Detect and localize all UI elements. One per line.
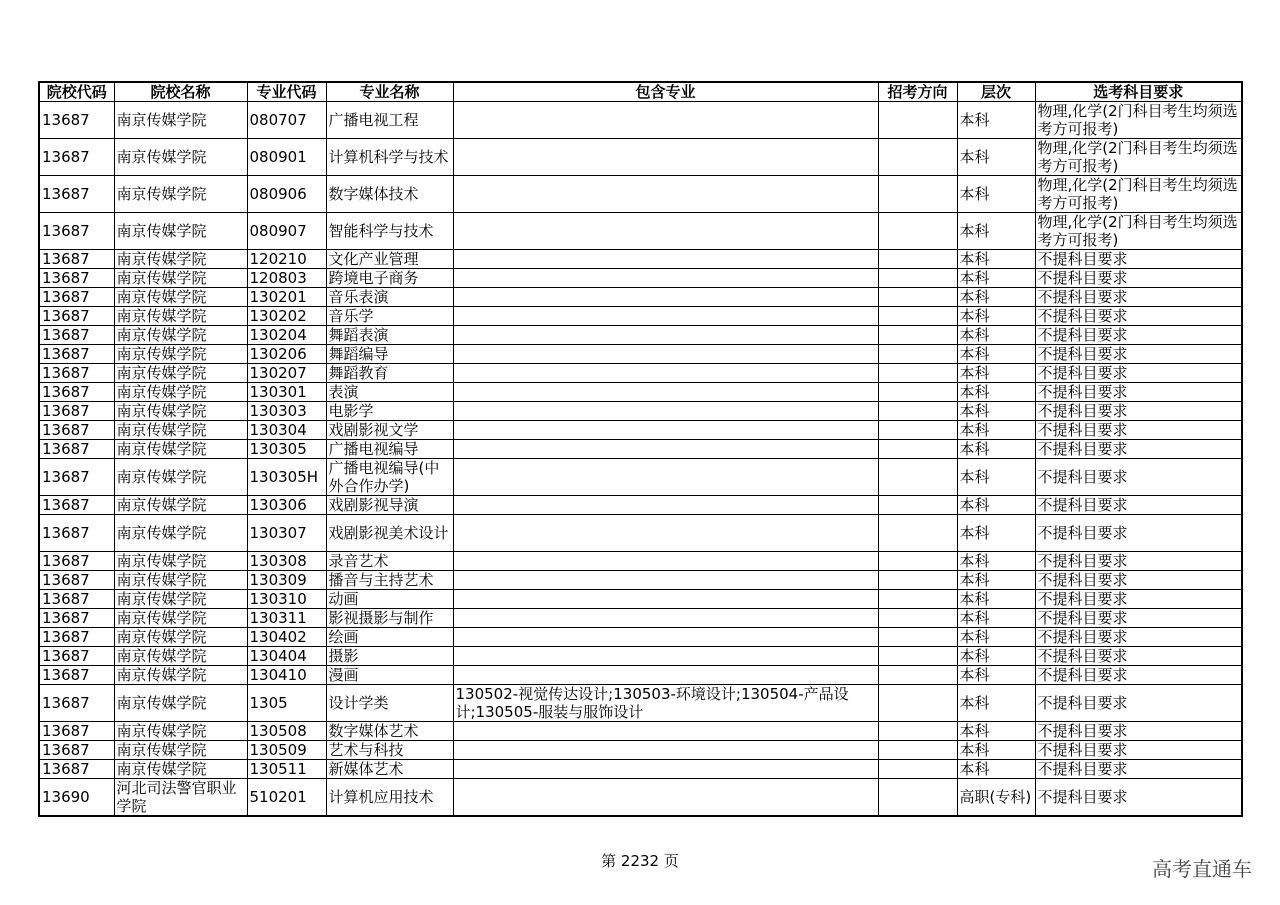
- cell-direction: [878, 552, 957, 571]
- cell-school-code: 13687: [39, 440, 114, 459]
- cell-subject-requirement: 不提科目要求: [1035, 628, 1242, 647]
- cell-included-majors: [453, 288, 878, 307]
- cell-major-name: 戏剧影视美术设计: [326, 515, 453, 552]
- cell-subject-requirement: 不提科目要求: [1035, 307, 1242, 326]
- cell-level: 本科: [957, 741, 1035, 760]
- table-row: [39, 647, 1242, 666]
- cell-major-name: 数字媒体技术: [326, 176, 453, 213]
- cell-subject-requirement: 不提科目要求: [1035, 326, 1242, 345]
- header-row: [39, 82, 1242, 102]
- cell-school-code: 13687: [39, 421, 114, 440]
- cell-included-majors: [453, 609, 878, 628]
- cell-subject-requirement: 不提科目要求: [1035, 760, 1242, 779]
- cell-school-name: 南京传媒学院: [114, 345, 247, 364]
- cell-direction: [878, 628, 957, 647]
- cell-direction: [878, 779, 957, 817]
- cell-included-majors: [453, 647, 878, 666]
- cell-subject-requirement: 不提科目要求: [1035, 571, 1242, 590]
- table-row: [39, 722, 1242, 741]
- cell-major-name: 摄影: [326, 647, 453, 666]
- cell-direction: [878, 383, 957, 402]
- table-row: [39, 250, 1242, 269]
- cell-school-code: 13687: [39, 571, 114, 590]
- cell-school-code: 13687: [39, 647, 114, 666]
- cell-direction: [878, 760, 957, 779]
- cell-school-name: 南京传媒学院: [114, 440, 247, 459]
- cell-level: 本科: [957, 685, 1035, 722]
- cell-major-code: 130304: [247, 421, 326, 440]
- cell-school-name: 南京传媒学院: [114, 515, 247, 552]
- cell-direction: [878, 326, 957, 345]
- cell-school-name: 南京传媒学院: [114, 307, 247, 326]
- cell-school-code: 13687: [39, 307, 114, 326]
- cell-included-majors: [453, 345, 878, 364]
- cell-school-name: 南京传媒学院: [114, 722, 247, 741]
- table-row: [39, 176, 1242, 213]
- cell-subject-requirement: 不提科目要求: [1035, 364, 1242, 383]
- cell-school-name: 南京传媒学院: [114, 571, 247, 590]
- cell-direction: [878, 496, 957, 515]
- cell-level: 本科: [957, 288, 1035, 307]
- cell-major-name: 广播电视工程: [326, 102, 453, 139]
- table-row: [39, 515, 1242, 552]
- cell-major-code: 130311: [247, 609, 326, 628]
- cell-school-name: 南京传媒学院: [114, 609, 247, 628]
- cell-major-code: 130305: [247, 440, 326, 459]
- table-row: [39, 590, 1242, 609]
- cell-included-majors: [453, 269, 878, 288]
- cell-level: 本科: [957, 590, 1035, 609]
- cell-school-name: 南京传媒学院: [114, 213, 247, 250]
- cell-subject-requirement: 不提科目要求: [1035, 421, 1242, 440]
- header-direction: 招考方向: [878, 82, 957, 102]
- cell-subject-requirement: 不提科目要求: [1035, 741, 1242, 760]
- cell-level: 本科: [957, 250, 1035, 269]
- cell-subject-requirement: 不提科目要求: [1035, 288, 1242, 307]
- cell-school-code: 13687: [39, 459, 114, 496]
- cell-subject-requirement: 物理,化学(2门科目考生均须选考方可报考): [1035, 102, 1242, 139]
- cell-school-code: 13687: [39, 364, 114, 383]
- cell-included-majors: [453, 421, 878, 440]
- cell-level: 高职(专科): [957, 779, 1035, 817]
- cell-level: 本科: [957, 496, 1035, 515]
- cell-major-code: 080901: [247, 139, 326, 176]
- cell-major-code: 130511: [247, 760, 326, 779]
- cell-level: 本科: [957, 760, 1035, 779]
- cell-school-name: 南京传媒学院: [114, 590, 247, 609]
- cell-major-code: 080907: [247, 213, 326, 250]
- cell-major-code: 130207: [247, 364, 326, 383]
- table-row: [39, 213, 1242, 250]
- cell-major-name: 设计学类: [326, 685, 453, 722]
- cell-major-name: 录音艺术: [326, 552, 453, 571]
- cell-major-name: 绘画: [326, 628, 453, 647]
- cell-subject-requirement: 不提科目要求: [1035, 647, 1242, 666]
- cell-school-name: 南京传媒学院: [114, 741, 247, 760]
- cell-level: 本科: [957, 402, 1035, 421]
- cell-major-name: 新媒体艺术: [326, 760, 453, 779]
- cell-level: 本科: [957, 722, 1035, 741]
- cell-included-majors: [453, 176, 878, 213]
- cell-level: 本科: [957, 383, 1035, 402]
- cell-direction: [878, 345, 957, 364]
- cell-major-code: 130204: [247, 326, 326, 345]
- cell-subject-requirement: 不提科目要求: [1035, 552, 1242, 571]
- cell-level: 本科: [957, 609, 1035, 628]
- cell-school-code: 13687: [39, 402, 114, 421]
- cell-level: 本科: [957, 307, 1035, 326]
- cell-subject-requirement: 不提科目要求: [1035, 666, 1242, 685]
- cell-subject-requirement: 不提科目要求: [1035, 722, 1242, 741]
- header-major-code: 专业代码: [247, 82, 326, 102]
- cell-included-majors: [453, 515, 878, 552]
- cell-level: 本科: [957, 364, 1035, 383]
- table-row: [39, 383, 1242, 402]
- cell-included-majors: [453, 459, 878, 496]
- cell-school-name: 南京传媒学院: [114, 364, 247, 383]
- cell-school-name: 南京传媒学院: [114, 269, 247, 288]
- cell-included-majors: [453, 571, 878, 590]
- cell-direction: [878, 666, 957, 685]
- cell-major-name: 广播电视编导: [326, 440, 453, 459]
- table-row: [39, 345, 1242, 364]
- cell-subject-requirement: 不提科目要求: [1035, 345, 1242, 364]
- cell-level: 本科: [957, 345, 1035, 364]
- cell-direction: [878, 139, 957, 176]
- table-row: [39, 666, 1242, 685]
- cell-major-name: 播音与主持艺术: [326, 571, 453, 590]
- cell-subject-requirement: 不提科目要求: [1035, 609, 1242, 628]
- cell-major-name: 表演: [326, 383, 453, 402]
- cell-included-majors: [453, 139, 878, 176]
- cell-major-code: 130308: [247, 552, 326, 571]
- cell-major-name: 戏剧影视导演: [326, 496, 453, 515]
- cell-direction: [878, 515, 957, 552]
- cell-major-name: 广播电视编导(中外合作办学): [326, 459, 453, 496]
- cell-major-name: 舞蹈教育: [326, 364, 453, 383]
- admission-table: [38, 81, 1243, 817]
- cell-school-name: 南京传媒学院: [114, 288, 247, 307]
- cell-school-name: 南京传媒学院: [114, 552, 247, 571]
- table-body: [39, 102, 1242, 817]
- cell-subject-requirement: 不提科目要求: [1035, 685, 1242, 722]
- cell-school-code: 13687: [39, 628, 114, 647]
- cell-major-code: 130310: [247, 590, 326, 609]
- cell-school-name: 南京传媒学院: [114, 760, 247, 779]
- cell-direction: [878, 402, 957, 421]
- cell-school-code: 13687: [39, 741, 114, 760]
- cell-major-code: 130307: [247, 515, 326, 552]
- cell-direction: [878, 421, 957, 440]
- cell-direction: [878, 722, 957, 741]
- table-row: [39, 741, 1242, 760]
- cell-school-name: 南京传媒学院: [114, 176, 247, 213]
- cell-included-majors: [453, 440, 878, 459]
- cell-major-name: 计算机科学与技术: [326, 139, 453, 176]
- cell-school-code: 13690: [39, 779, 114, 817]
- cell-included-majors: [453, 326, 878, 345]
- cell-major-name: 动画: [326, 590, 453, 609]
- cell-direction: [878, 571, 957, 590]
- cell-school-code: 13687: [39, 760, 114, 779]
- cell-school-code: 13687: [39, 326, 114, 345]
- header-level: 层次: [957, 82, 1035, 102]
- cell-included-majors: [453, 383, 878, 402]
- header-school-code: 院校代码: [39, 82, 114, 102]
- cell-direction: [878, 102, 957, 139]
- cell-school-name: 南京传媒学院: [114, 459, 247, 496]
- cell-major-name: 智能科学与技术: [326, 213, 453, 250]
- table-row: [39, 364, 1242, 383]
- cell-included-majors: [453, 590, 878, 609]
- cell-included-majors: [453, 364, 878, 383]
- cell-school-name: 南京传媒学院: [114, 326, 247, 345]
- watermark-text: 高考直通车: [1152, 857, 1252, 881]
- cell-major-name: 舞蹈表演: [326, 326, 453, 345]
- cell-school-name: 南京传媒学院: [114, 647, 247, 666]
- cell-major-name: 计算机应用技术: [326, 779, 453, 817]
- cell-school-code: 13687: [39, 139, 114, 176]
- cell-included-majors: [453, 741, 878, 760]
- cell-direction: [878, 364, 957, 383]
- cell-included-majors: 130502-视觉传达设计;130503-环境设计;130504-产品设计;130505-服装与服饰设计: [453, 685, 878, 722]
- cell-school-code: 13687: [39, 269, 114, 288]
- cell-major-name: 舞蹈编导: [326, 345, 453, 364]
- table-row: [39, 609, 1242, 628]
- cell-major-code: 120803: [247, 269, 326, 288]
- cell-included-majors: [453, 779, 878, 817]
- cell-school-name: 南京传媒学院: [114, 250, 247, 269]
- cell-major-name: 音乐表演: [326, 288, 453, 307]
- cell-subject-requirement: 不提科目要求: [1035, 402, 1242, 421]
- cell-school-code: 13687: [39, 685, 114, 722]
- cell-level: 本科: [957, 421, 1035, 440]
- table-row: [39, 102, 1242, 139]
- cell-included-majors: [453, 213, 878, 250]
- cell-major-code: 080906: [247, 176, 326, 213]
- cell-level: 本科: [957, 647, 1035, 666]
- cell-direction: [878, 269, 957, 288]
- table-row: [39, 459, 1242, 496]
- cell-major-code: 130402: [247, 628, 326, 647]
- table-row: [39, 571, 1242, 590]
- cell-direction: [878, 307, 957, 326]
- table-row: [39, 326, 1242, 345]
- table-row: [39, 628, 1242, 647]
- table-row: [39, 421, 1242, 440]
- cell-level: 本科: [957, 440, 1035, 459]
- cell-level: 本科: [957, 176, 1035, 213]
- cell-major-code: 1305: [247, 685, 326, 722]
- table-row: [39, 307, 1242, 326]
- cell-school-name: 南京传媒学院: [114, 383, 247, 402]
- cell-major-code: 080707: [247, 102, 326, 139]
- cell-subject-requirement: 不提科目要求: [1035, 459, 1242, 496]
- cell-major-code: 130206: [247, 345, 326, 364]
- cell-school-code: 13687: [39, 496, 114, 515]
- cell-major-code: 130305H: [247, 459, 326, 496]
- cell-direction: [878, 590, 957, 609]
- cell-direction: [878, 741, 957, 760]
- cell-school-code: 13687: [39, 722, 114, 741]
- cell-major-name: 漫画: [326, 666, 453, 685]
- cell-included-majors: [453, 552, 878, 571]
- cell-school-code: 13687: [39, 552, 114, 571]
- cell-major-code: 130301: [247, 383, 326, 402]
- cell-school-name: 南京传媒学院: [114, 685, 247, 722]
- cell-major-code: 120210: [247, 250, 326, 269]
- cell-level: 本科: [957, 102, 1035, 139]
- table-row: [39, 685, 1242, 722]
- cell-included-majors: [453, 307, 878, 326]
- cell-level: 本科: [957, 515, 1035, 552]
- cell-level: 本科: [957, 213, 1035, 250]
- table-row: [39, 440, 1242, 459]
- cell-major-name: 电影学: [326, 402, 453, 421]
- cell-level: 本科: [957, 628, 1035, 647]
- cell-included-majors: [453, 722, 878, 741]
- cell-school-name: 南京传媒学院: [114, 421, 247, 440]
- cell-direction: [878, 213, 957, 250]
- cell-included-majors: [453, 666, 878, 685]
- cell-level: 本科: [957, 326, 1035, 345]
- cell-direction: [878, 647, 957, 666]
- cell-school-code: 13687: [39, 590, 114, 609]
- cell-level: 本科: [957, 552, 1035, 571]
- cell-major-code: 130306: [247, 496, 326, 515]
- cell-school-name: 南京传媒学院: [114, 666, 247, 685]
- cell-direction: [878, 288, 957, 307]
- cell-included-majors: [453, 402, 878, 421]
- cell-school-name: 河北司法警官职业学院: [114, 779, 247, 817]
- cell-subject-requirement: 物理,化学(2门科目考生均须选考方可报考): [1035, 176, 1242, 213]
- cell-major-code: 130309: [247, 571, 326, 590]
- header-major-name: 专业名称: [326, 82, 453, 102]
- cell-school-name: 南京传媒学院: [114, 496, 247, 515]
- cell-direction: [878, 685, 957, 722]
- cell-major-code: 130410: [247, 666, 326, 685]
- cell-school-code: 13687: [39, 288, 114, 307]
- table-row: [39, 139, 1242, 176]
- cell-subject-requirement: 不提科目要求: [1035, 590, 1242, 609]
- cell-school-code: 13687: [39, 666, 114, 685]
- header-school-name: 院校名称: [114, 82, 247, 102]
- cell-included-majors: [453, 250, 878, 269]
- cell-school-code: 13687: [39, 609, 114, 628]
- cell-school-code: 13687: [39, 345, 114, 364]
- table-row: [39, 402, 1242, 421]
- cell-subject-requirement: 物理,化学(2门科目考生均须选考方可报考): [1035, 213, 1242, 250]
- cell-major-code: 130303: [247, 402, 326, 421]
- cell-subject-requirement: 不提科目要求: [1035, 250, 1242, 269]
- table-row: [39, 779, 1242, 817]
- cell-subject-requirement: 不提科目要求: [1035, 779, 1242, 817]
- cell-major-code: 130508: [247, 722, 326, 741]
- table-row: [39, 552, 1242, 571]
- table-row: [39, 496, 1242, 515]
- table-row: [39, 288, 1242, 307]
- table-row: [39, 760, 1242, 779]
- cell-school-code: 13687: [39, 176, 114, 213]
- cell-major-name: 戏剧影视文学: [326, 421, 453, 440]
- cell-major-name: 文化产业管理: [326, 250, 453, 269]
- cell-school-name: 南京传媒学院: [114, 402, 247, 421]
- cell-direction: [878, 609, 957, 628]
- cell-major-code: 130201: [247, 288, 326, 307]
- cell-major-name: 艺术与科技: [326, 741, 453, 760]
- cell-major-name: 跨境电子商务: [326, 269, 453, 288]
- cell-level: 本科: [957, 269, 1035, 288]
- cell-major-code: 130509: [247, 741, 326, 760]
- cell-level: 本科: [957, 666, 1035, 685]
- cell-subject-requirement: 不提科目要求: [1035, 515, 1242, 552]
- cell-subject-requirement: 不提科目要求: [1035, 440, 1242, 459]
- cell-school-code: 13687: [39, 213, 114, 250]
- table-row: [39, 269, 1242, 288]
- cell-subject-requirement: 不提科目要求: [1035, 496, 1242, 515]
- cell-subject-requirement: 不提科目要求: [1035, 383, 1242, 402]
- cell-school-code: 13687: [39, 515, 114, 552]
- header-included-majors: 包含专业: [453, 82, 878, 102]
- cell-major-name: 音乐学: [326, 307, 453, 326]
- cell-school-code: 13687: [39, 383, 114, 402]
- cell-direction: [878, 250, 957, 269]
- header-subject-requirement: 选考科目要求: [1035, 82, 1242, 102]
- page-number: 第 2232 页: [601, 852, 679, 870]
- cell-included-majors: [453, 760, 878, 779]
- cell-school-name: 南京传媒学院: [114, 102, 247, 139]
- cell-direction: [878, 176, 957, 213]
- cell-level: 本科: [957, 139, 1035, 176]
- cell-subject-requirement: 物理,化学(2门科目考生均须选考方可报考): [1035, 139, 1242, 176]
- cell-subject-requirement: 不提科目要求: [1035, 269, 1242, 288]
- cell-included-majors: [453, 102, 878, 139]
- cell-direction: [878, 459, 957, 496]
- cell-level: 本科: [957, 571, 1035, 590]
- cell-direction: [878, 440, 957, 459]
- cell-school-name: 南京传媒学院: [114, 139, 247, 176]
- cell-school-code: 13687: [39, 250, 114, 269]
- cell-major-code: 130202: [247, 307, 326, 326]
- cell-major-code: 130404: [247, 647, 326, 666]
- cell-school-name: 南京传媒学院: [114, 628, 247, 647]
- cell-major-name: 数字媒体艺术: [326, 722, 453, 741]
- cell-major-code: 510201: [247, 779, 326, 817]
- cell-school-code: 13687: [39, 102, 114, 139]
- cell-level: 本科: [957, 459, 1035, 496]
- cell-major-name: 影视摄影与制作: [326, 609, 453, 628]
- cell-included-majors: [453, 628, 878, 647]
- cell-included-majors: [453, 496, 878, 515]
